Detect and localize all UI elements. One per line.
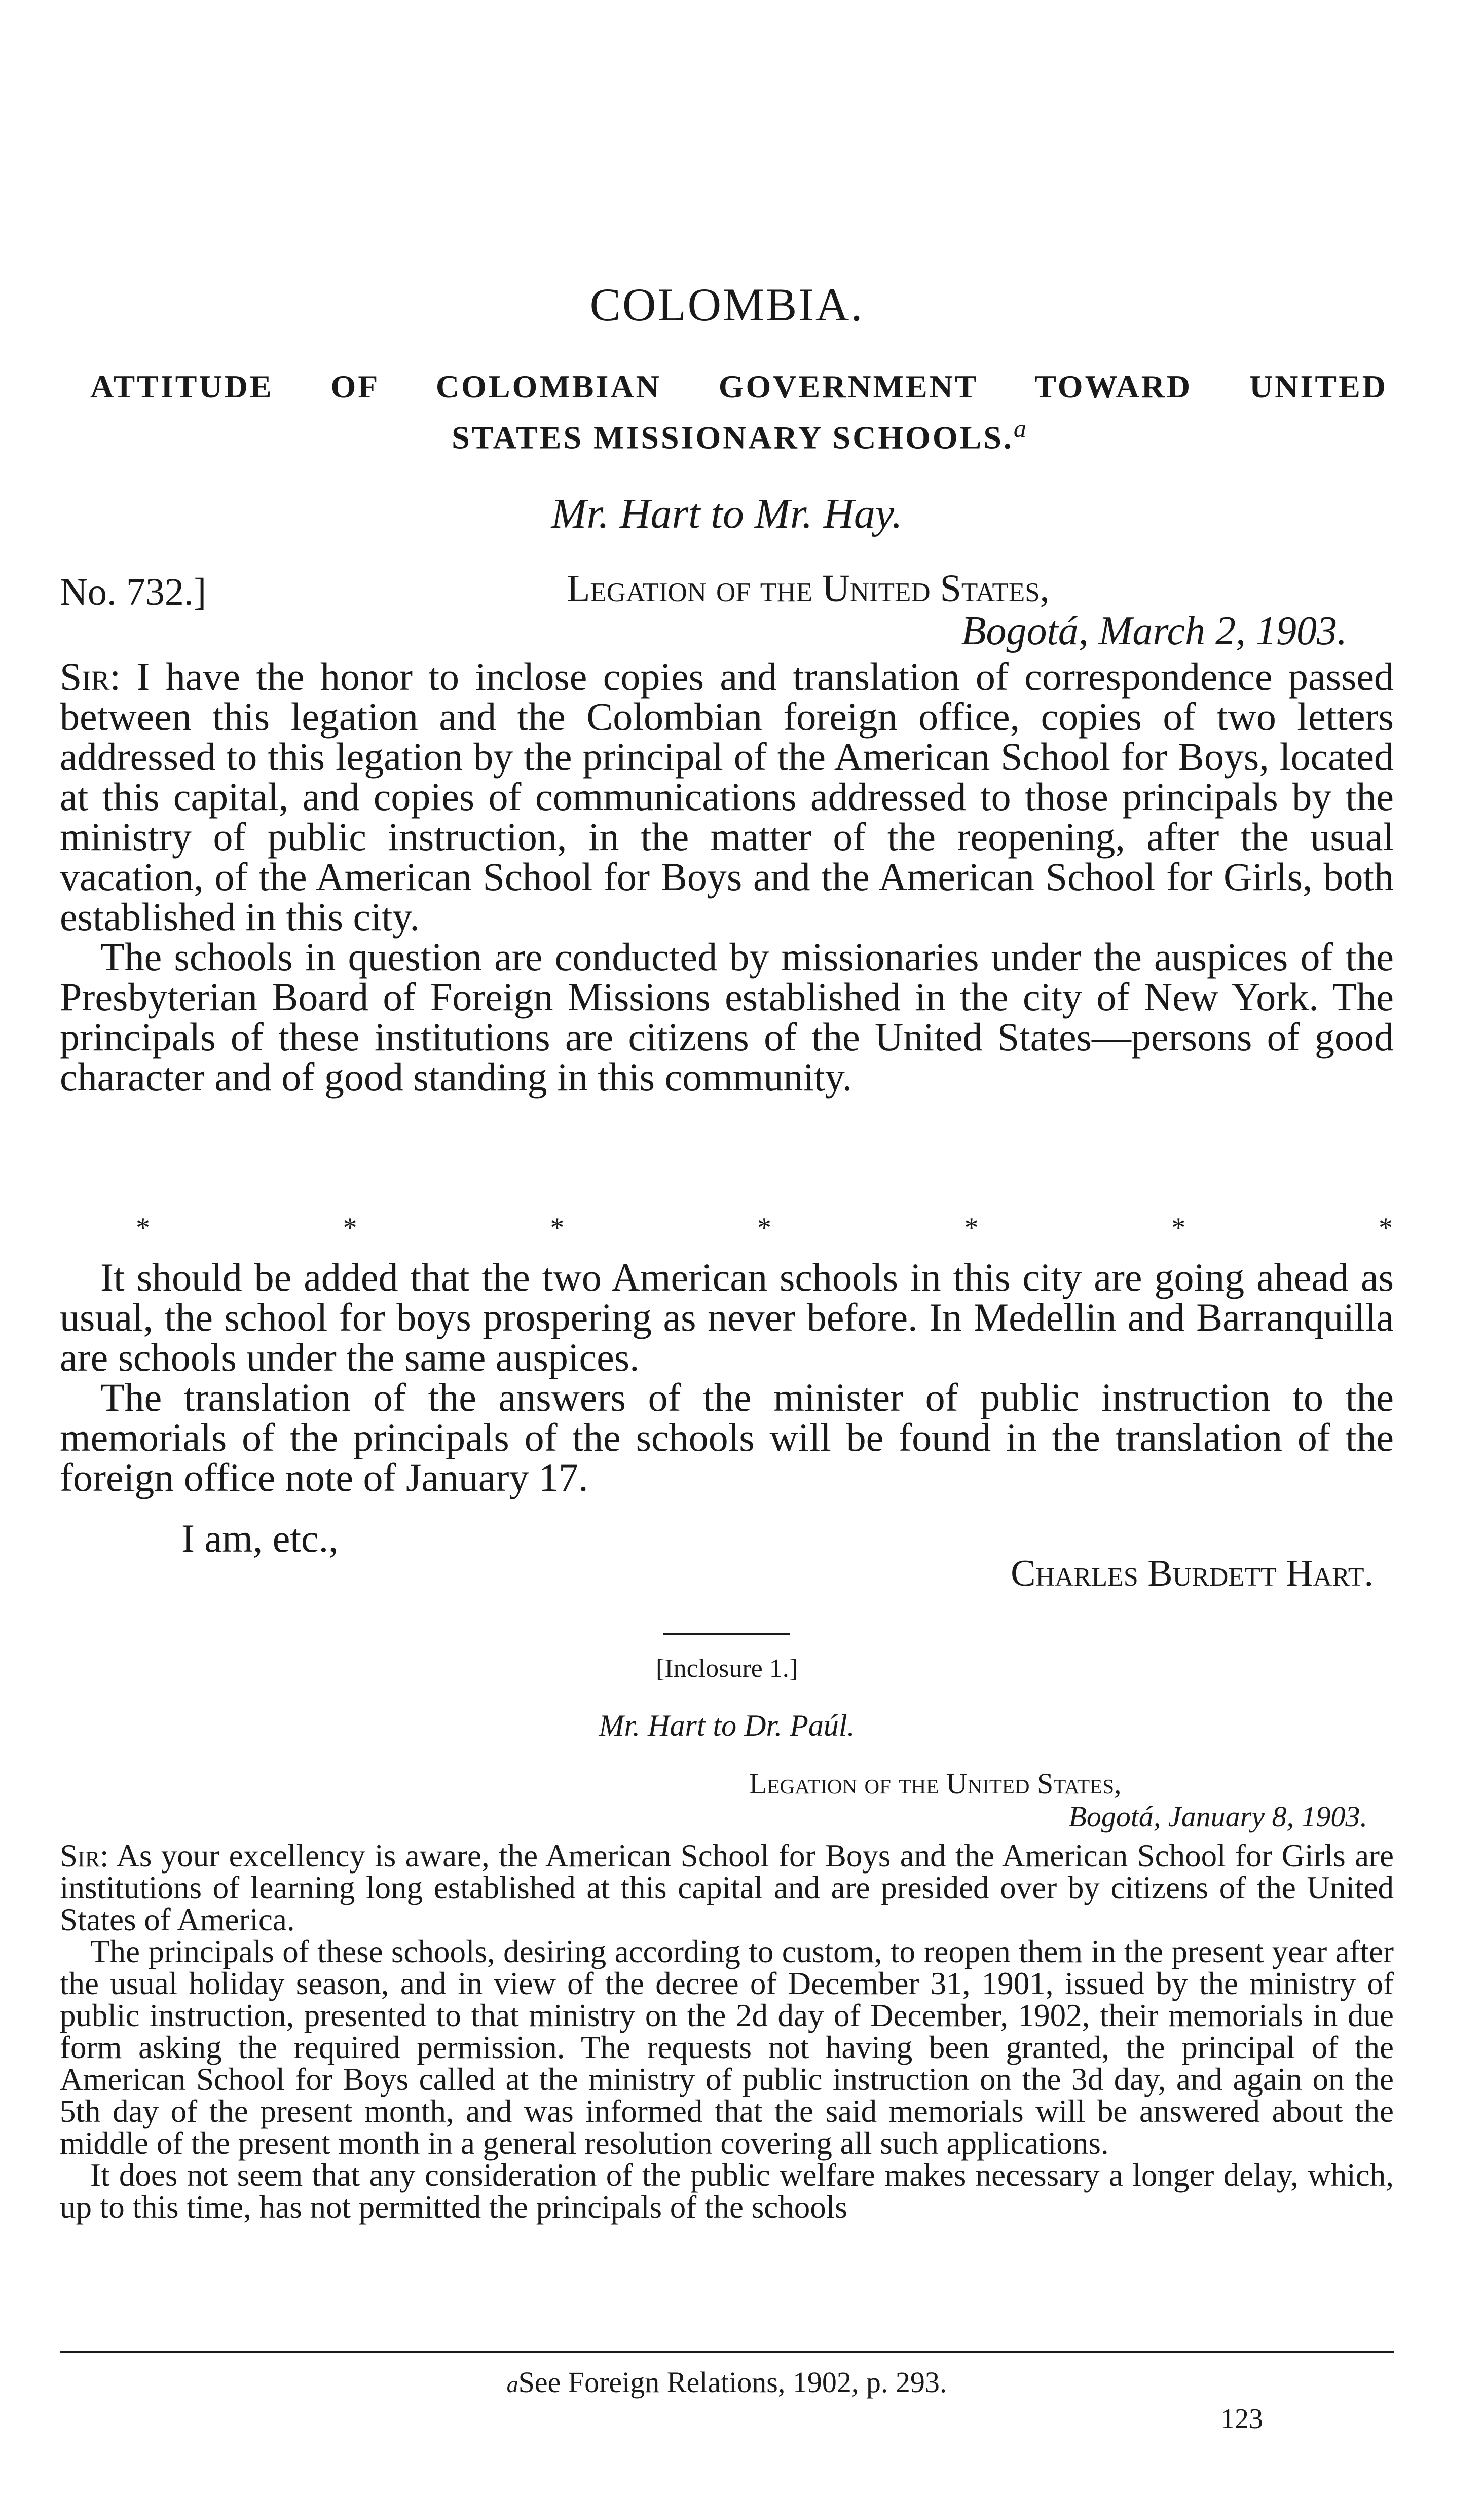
document-page [60, 0, 1394, 2496]
star: * [964, 1212, 979, 1243]
letter-body [60, 656, 1394, 1097]
inclosure-title: Mr. Hart to Dr. Paúl. [599, 1709, 855, 1742]
section-heading-line-1: ATTITUDE OF COLOMBIAN GOVERNMENT TOWARD UNITED [90, 369, 1388, 405]
paragraph-text: : I have the honor to inclose copies and translation of correspondence passed between this legation and the Colombian foreign office, copies of two letters addressed to this legation by the principal of the American School for Boys, located at this capital, and copies of communications addressed to those principals by the ministry of public instruction, in the matter of the reopening, after the usual vacation, of the American School for Boys and the American School for Girls, both established in this city. [60, 654, 1394, 939]
footnote-rule [60, 2351, 1394, 2353]
paragraph-text: : As your excellency is aware, the American School for Boys and the American School for Girls are institutions of learning long established at this capital and are presided over by citizens of the United States of America. [60, 1838, 1394, 1937]
inclosure-legation-header: Legation of the United States, [749, 1767, 1122, 1800]
star: * [757, 1212, 771, 1243]
star: * [136, 1212, 150, 1243]
place-date: Bogotá, March 2, 1903. [961, 609, 1347, 653]
paragraph: The schools in question are conducted by missionaries under the auspices of the Presbyterian Board of Foreign Missions established in the city of New York. The principals of these institutions are citizens of the United States—persons of good character and of good standing in this community. [60, 935, 1394, 1099]
letter-body-continued [60, 1257, 1394, 1497]
star: * [1171, 1212, 1186, 1243]
paragraph: The translation of the answers of the minister of public instruction to the memorials of the principals of the schools will be found in the translation of the foreign office note of January 17. [60, 1375, 1394, 1499]
inclosure-label: [Inclosure 1.] [655, 1654, 798, 1683]
star: * [1378, 1212, 1393, 1243]
omission-stars [136, 1212, 1393, 1244]
closing: I am, etc., [181, 1516, 339, 1560]
legation-header: Legation of the United States, [567, 567, 1050, 610]
salutation: Sir [60, 1838, 100, 1874]
star: * [550, 1212, 565, 1243]
paragraph: It does not seem that any consideration of the public welfare makes necessary a longer delay, which, up to this time, has not permitted the principals of the schools [60, 2157, 1394, 2225]
section-divider [663, 1633, 790, 1635]
section-heading [90, 366, 1388, 458]
signature: Charles Burdett Hart. [1011, 1553, 1374, 1594]
paragraph: It should be added that the two American schools in this city are going ahead as usual, the school for boys prospering as never before. In Medellin and Barranquilla are schools under the same auspices. [60, 1255, 1394, 1379]
paragraph [60, 656, 1394, 937]
document-number: No. 732.] [60, 571, 207, 613]
footnote-text: See Foreign Relations, 1902, p. 293. [518, 2366, 947, 2399]
footnote-reference: a [1013, 414, 1026, 443]
inclosure-body [60, 1840, 1394, 2223]
country-heading: COLOMBIA. [589, 279, 864, 331]
footnote [60, 2365, 1394, 2399]
star: * [343, 1212, 357, 1243]
page-number: 123 [1220, 2403, 1263, 2435]
paragraph: The principals of these schools, desiring according to custom, to reopen them in the present year after the usual holiday season, and in view of the decree of December 31, 1901, issued by the ministry of public instruction, presented to that ministry on the 2d day of December, 1902, their memorials in due form asking the required permission. The requests not having been granted, the principal of the American School for Boys called at the ministry of public instruction on the 3d day, and again on the 5th day of the present month, and was informed that the said memorials will be answered about the middle of the present month in a general resolution covering all such applications. [60, 1934, 1394, 2161]
letter-title: Mr. Hart to Mr. Hay. [551, 490, 903, 537]
section-heading-line-2 [90, 408, 1388, 458]
salutation: Sir [60, 654, 110, 699]
inclosure-place-date: Bogotá, January 8, 1903. [1068, 1800, 1367, 1833]
paragraph [60, 1840, 1394, 1936]
section-heading-line-2-text: STATES MISSIONARY SCHOOLS. [452, 419, 1014, 456]
footnote-mark: a [506, 2371, 518, 2397]
